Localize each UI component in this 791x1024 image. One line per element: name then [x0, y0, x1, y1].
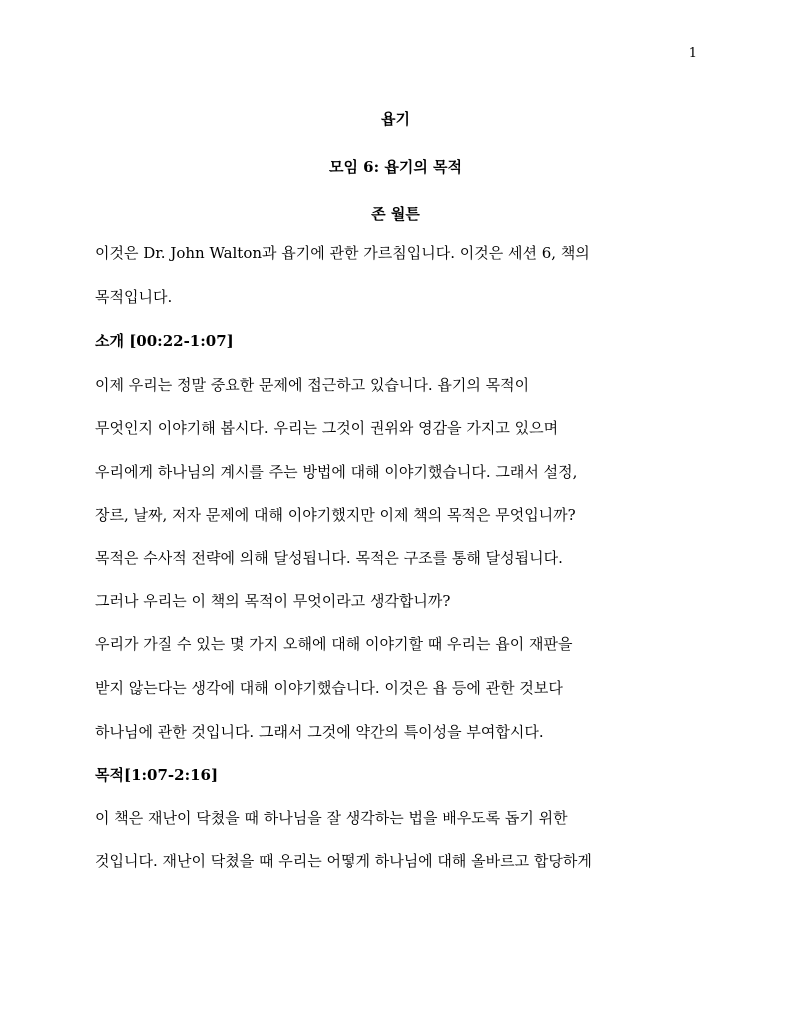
intro-line: 이것은 Dr. John Walton과 욥기에 관한 가르침입니다. 이것은 세션 6, 책의 — [95, 244, 590, 262]
section-heading-intro: 소개 [00:22-1:07] — [95, 332, 234, 350]
paragraph-line: 이 책은 재난이 닥쳤을 때 하나님을 잘 생각하는 법을 배우도록 돕기 위한 — [95, 809, 568, 827]
intro-line: 목적입니다. — [95, 288, 173, 306]
paragraph-line: 받지 않는다는 생각에 대해 이야기했습니다. 이것은 욥 등에 관한 것보다 — [95, 679, 563, 697]
paragraph-line: 우리에게 하나님의 계시를 주는 방법에 대해 이야기했습니다. 그래서 설정, — [95, 463, 578, 481]
paragraph-line: 목적은 수사적 전략에 의해 달성됩니다. 목적은 구조를 통해 달성됩니다. — [95, 549, 563, 567]
document-author: 존 월튼 — [371, 205, 420, 223]
paragraph-line: 이제 우리는 정말 중요한 문제에 접근하고 있습니다. 욥기의 목적이 — [95, 376, 530, 394]
paragraph-line: 하나님에 관한 것입니다. 그래서 그것에 약간의 특이성을 부여합시다. — [95, 723, 544, 741]
paragraph-line: 장르, 날짜, 저자 문제에 대해 이야기했지만 이제 책의 목적은 무엇입니까? — [95, 506, 576, 524]
paragraph-line: 것입니다. 재난이 닥쳤을 때 우리는 어떻게 하나님에 대해 올바르고 합당하게 — [95, 852, 592, 870]
document-title: 욥기 — [381, 110, 410, 128]
document-subtitle: 모임 6: 욥기의 목적 — [328, 158, 463, 176]
page-number: 1 — [688, 46, 697, 61]
paragraph-line: 그러나 우리는 이 책의 목적이 무엇이라고 생각합니까? — [95, 592, 451, 610]
section-heading-purpose: 목적[1:07-2:16] — [95, 766, 219, 784]
paragraph-line: 무엇인지 이야기해 봅시다. 우리는 그것이 권위와 영감을 가지고 있으며 — [95, 419, 559, 437]
paragraph-line: 우리가 가질 수 있는 몇 가지 오해에 대해 이야기할 때 우리는 욥이 재판을 — [95, 635, 573, 653]
